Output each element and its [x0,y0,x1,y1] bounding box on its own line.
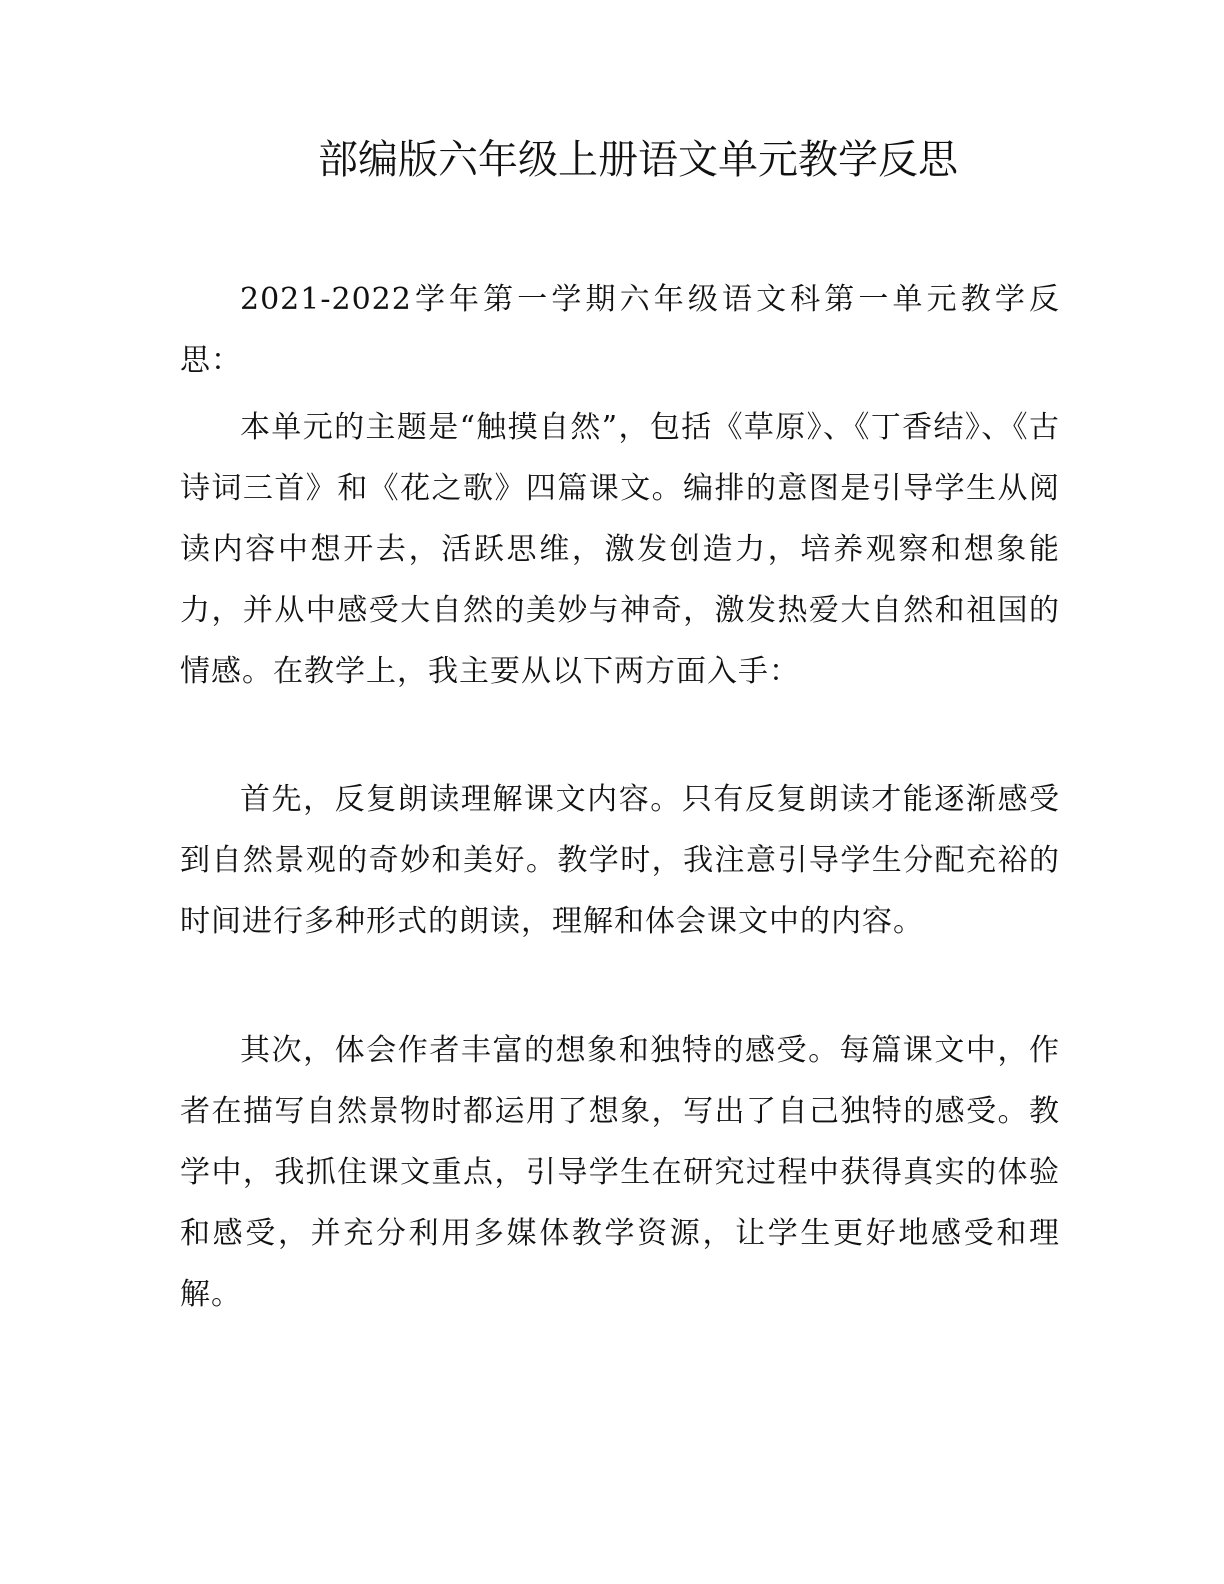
paragraph-first-point: 首先，反复朗读理解课文内容。只有反复朗读才能逐渐感受到自然景观的奇妙和美好。教学时，我注意引导学生分配充裕的时间进行多种形式的朗读，理解和体会课文中的内容。 [180,782,1060,939]
paragraph-intro: 2021-2022学年第一学期六年级语文科第一单元教学反思： [180,282,1060,378]
paragraph-second-point: 其次，体会作者丰富的想象和独特的感受。每篇课文中，作者在描写自然景物时都运用了想象，写出了自己独特的感受。教学中，我抓住课文重点，引导学生在研究过程中获得真实的体验和感受，并充分利用多媒体教学资源，让学生更好地感受和理解。 [180,1033,1060,1312]
document-title: 部编版六年级上册语文单元教学反思 [318,137,958,183]
paragraph-unit-theme: 本单元的主题是“触摸自然”，包括《草原》、《丁香结》、《古诗词三首》和《花之歌》四篇课文。编排的意图是引导学生从阅读内容中想开去，活跃思维，激发创造力，培养观察和想象能力，并从中感受大自然的美妙与神奇，激发热爱大自然和祖国的情感。在教学上，我主要从以下两方面入手： [180,410,1060,689]
